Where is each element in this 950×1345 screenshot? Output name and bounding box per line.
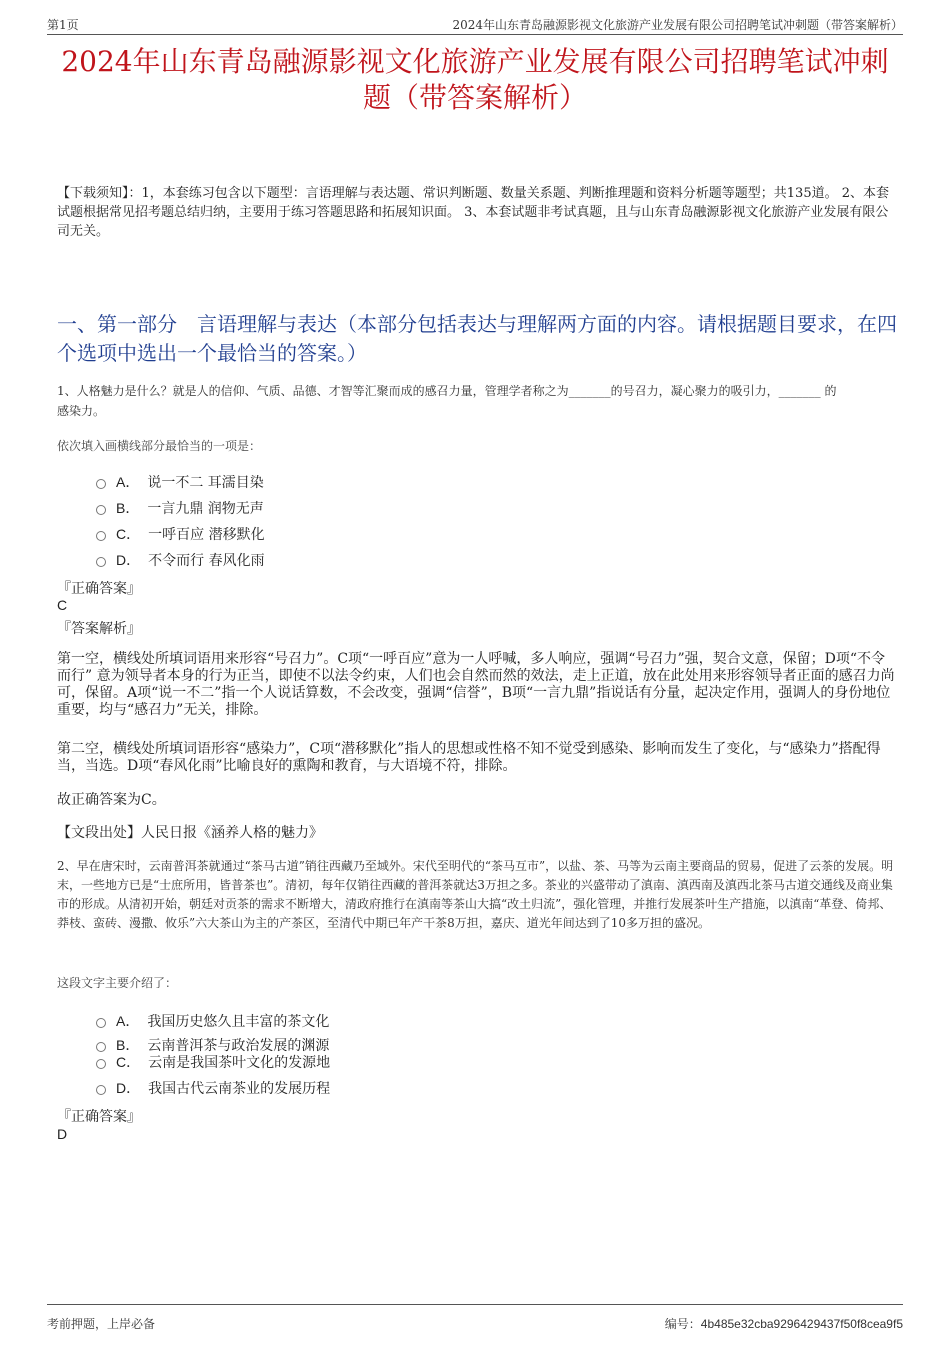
q1-analysis-label: 『答案解析』 [57,621,141,637]
q1-source: 【文段出处】人民日报《涵养人格的魅力》 [57,825,323,841]
radio-icon[interactable] [96,1042,106,1052]
page-number: 第1页 [47,18,79,32]
q1-option-d[interactable]: D． 不令而行 春风化雨 [96,550,265,570]
q2-answer: D [57,1126,68,1142]
radio-icon[interactable] [96,531,106,541]
q1-answer-label: 『正确答案』 [57,581,141,597]
page-header [47,14,903,35]
download-notice: 【下载须知】：1，本套练习包含以下题型：言语理解与表达题、常识判断题、数量关系题、判断推理题和资料分析题等题型；共135道。 2、本套试题根据常见招考题总结归纳，主要用于练习答题思路和拓展知识面。 3、本套试题非考试真题，且与山东青岛融源影视文化旅游产业发展有限公司无关。 [57,186,889,239]
q1-option-a[interactable]: A． 说一不二 耳濡目染 [96,472,264,492]
radio-icon[interactable] [96,505,106,515]
radio-icon[interactable] [96,1018,106,1028]
question-2-prompt: 这段文字主要介绍了： [57,976,178,990]
q1-analysis-para-1: 第一空，横线处所填词语用来形容“号召力”。C项“一呼百应”意为一人呼喊，多人响应，强调“号召力”强，契合文意，保留；D项“不令而行” 意为领导者本身的行为正当，即使不以法令约束，人们也会自然而然的效法，走上正道，放在此处用来形容领导者正面的感召力尚可，保留。A项“说一不二”指一个人说话算数，不会改变，强调“信誉”，B项“一言九鼎”指说话有分量，起决定作用，强调人的身份地位重要，均与“感召力”无关，排除。 [57,651,895,718]
q1-option-c[interactable]: C． 一呼百应 潜移默化 [96,524,265,544]
radio-icon[interactable] [96,1085,106,1095]
document-title: 2024年山东青岛融源影视文化旅游产业发展有限公司招聘笔试冲刺题（带答案解析） [61,45,889,114]
radio-icon[interactable] [96,479,106,489]
question-1-text: 1、人格魅力是什么？就是人的信仰、气质、品德、才智等汇聚而成的感召力量，管理学者称之为_______的号召力，凝心聚力的吸引力，_______ 的感染力。 [57,384,837,418]
header-doc-title: 2024年山东青岛融源影视文化旅游产业发展有限公司招聘笔试冲刺题（带答案解析） [452,18,903,32]
footer-slogan: 考前押题，上岸必备 [47,1317,156,1331]
q2-option-d[interactable]: D． 我国古代云南茶业的发展历程 [96,1078,330,1098]
radio-icon[interactable] [96,557,106,567]
question-1-prompt: 依次填入画横线部分最恰当的一项是： [57,439,262,453]
section-heading: 一、第一部分 言语理解与表达（本部分包括表达与理解两方面的内容。请根据题目要求，在四个选项中选出一个最恰当的答案。） [57,312,897,365]
footer-serial: 编号：4b485e32cba9296429437f50f8cea9f5 [664,1317,903,1331]
q2-option-b[interactable]: B． 云南普洱茶与政治发展的渊源 [96,1035,329,1055]
q1-answer: C [57,597,68,613]
q2-option-c[interactable]: C． 云南是我国茶叶文化的发源地 [96,1052,330,1072]
q1-analysis-para-2: 第二空，横线处所填词语形容“感染力”，C项“潜移默化”指人的思想或性格不知不觉受到感染、影响而发生了变化，与“感染力”搭配得当，当选。D项“春风化雨”比喻良好的熏陶和教育，与大语境不符，排除。 [57,741,881,774]
q2-answer-label: 『正确答案』 [57,1109,141,1125]
q1-analysis-conclusion: 故正确答案为C。 [57,792,166,808]
q2-option-a[interactable]: A． 我国历史悠久且丰富的茶文化 [96,1011,329,1031]
page-footer [47,1304,903,1329]
q1-option-b[interactable]: B． 一言九鼎 润物无声 [96,498,264,518]
radio-icon[interactable] [96,1059,106,1069]
question-2-text: 2、早在唐宋时，云南普洱茶就通过“茶马古道”销往西藏乃至域外。宋代至明代的“茶马互市”，以盐、茶、马等为云南主要商品的贸易，促进了云茶的发展。明末，一些地方已是“士庶所用，皆普茶也”。清初，每年仅销往西藏的普洱茶就达3万担之多。茶业的兴盛带动了滇南、滇西南及滇西北茶马古道交通线及商业集市的形成。从清初开始，朝廷对贡茶的需求不断增大，清政府推行在滇南等茶山大搞“改土归流”，强化管理，并推行发展茶叶生产措施，以滇南“革登、倚邦、莽枝、蛮砖、漫撒、攸乐”六大茶山为主的产茶区，至清代中期已年产干茶8万担，嘉庆、道光年间达到了10多万担的盛况。 [57,859,894,930]
